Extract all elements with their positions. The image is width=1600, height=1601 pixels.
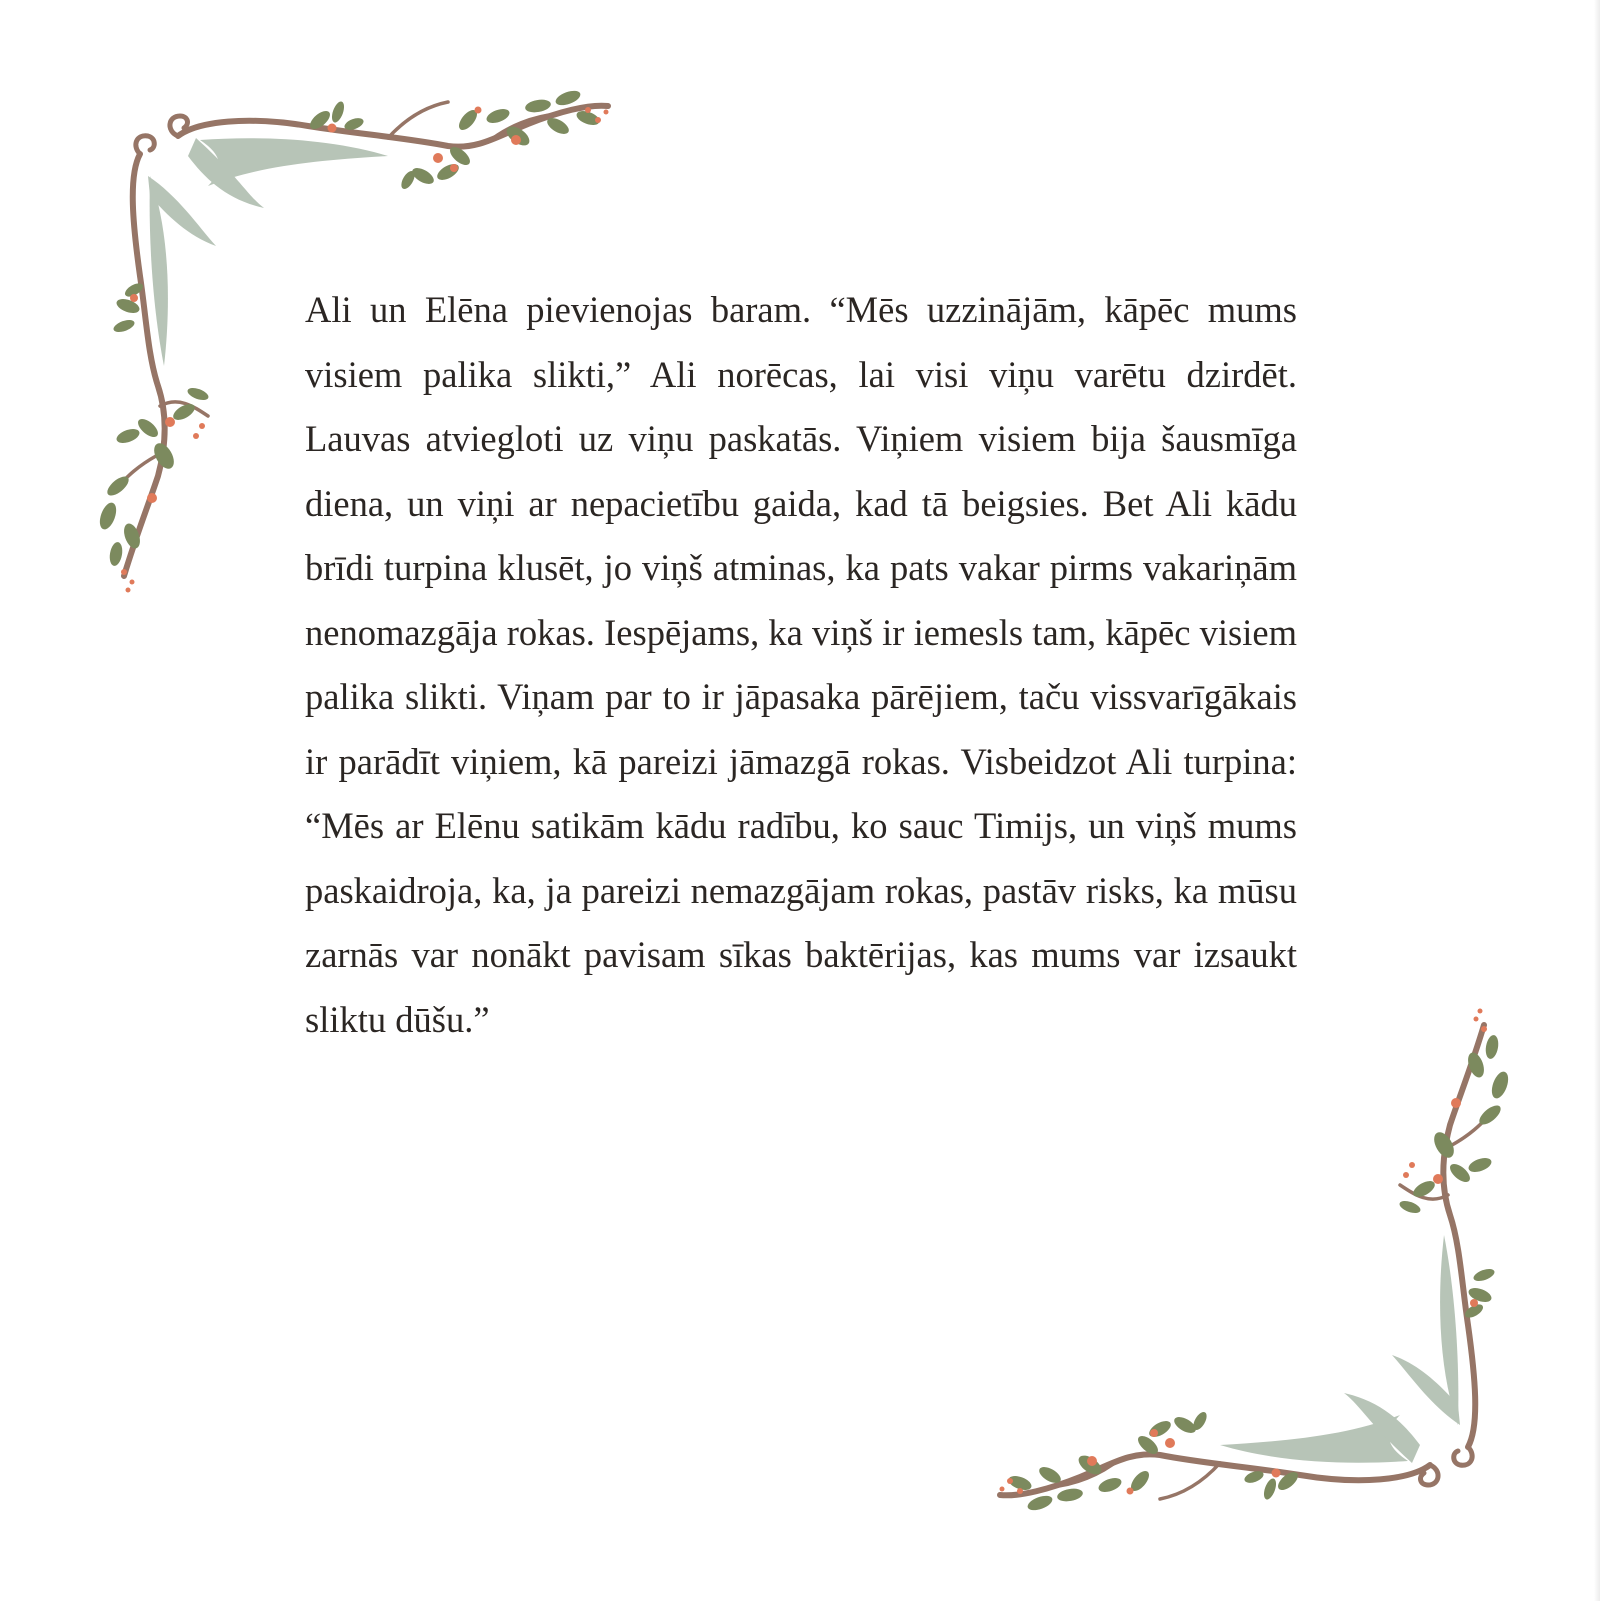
leafy-branch-corner-icon [960, 985, 1520, 1525]
story-paragraph: Ali un Elēna pievienojas baram. “Mēs uzzinājām, kāpēc mums visiem palika slikti,” Ali norēcas, lai visi viņu varētu dzirdēt. Lauvas atviegloti uz viņu paskatās. Viņiem visiem bija šausmīga diena, un viņi ar nepacietību gaida, kad tā beigsies. Bet Ali kādu brīdi turpina klusēt, jo viņš atminas, ka pats vakar pirms vakariņām nenomazgāja rokas. Iespējams, ka viņš ir iemesls tam, kāpēc visiem palika slikti. Viņam par to ir jāpasaka pārējiem, taču vissvarīgākais ir parādīt viņiem, kā pareizi jāmazgā rokas. Visbeidzot Ali turpina: “Mēs ar Elēnu satikām kādu radību, ko sauc Timijs, un viņš mums paskaidroja, ka, ja pareizi nemazgājam rokas, pastāv risks, ka mūsu zarnās var nonākt pavisam sīkas baktērijas, kas mums var izsaukt sliktu dūšu.” [305, 289, 1297, 1040]
page-edge [1594, 0, 1600, 1601]
